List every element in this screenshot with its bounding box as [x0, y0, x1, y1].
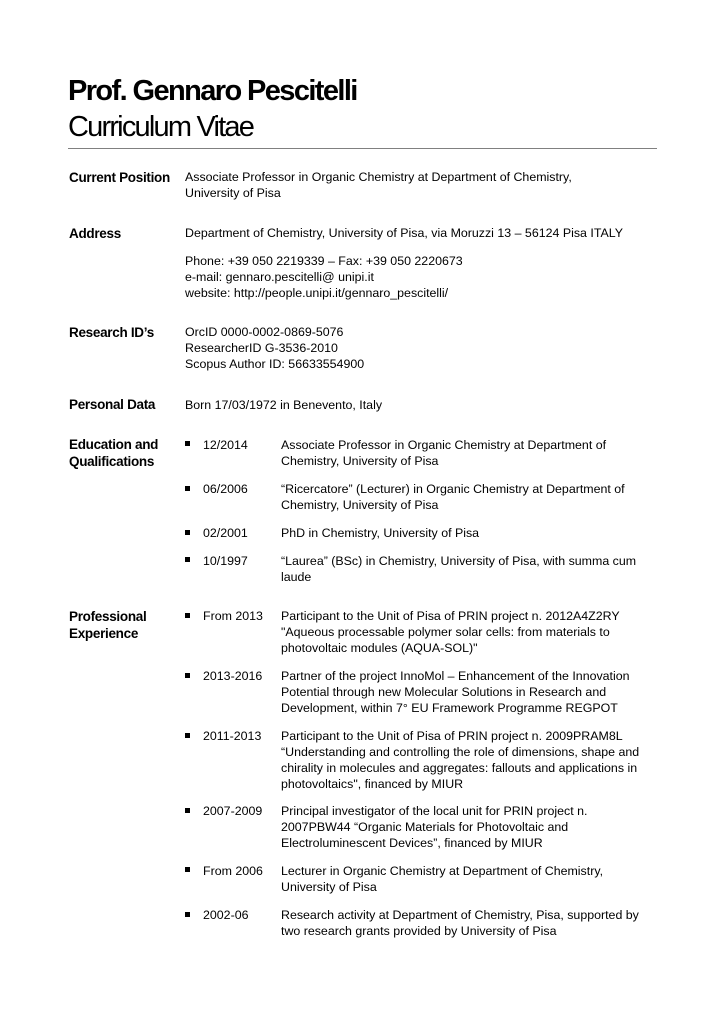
scopus-line: Scopus Author ID: 56633554900 — [185, 357, 365, 371]
experience-description-line: photovoltaics", financed by MIUR — [281, 777, 464, 791]
experience-description — [281, 863, 641, 895]
phone-fax-line: Phone: +39 050 2219339 – Fax: +39 050 2220673 — [185, 254, 463, 268]
experience-date: 2011-2013 — [203, 729, 262, 743]
research-ids-label: Research ID’s — [69, 325, 154, 340]
education-description-line: Chemistry, University of Pisa — [281, 498, 439, 512]
current-position-label: Current Position — [69, 170, 170, 185]
experience-description-line: Participant to the Unit of Pisa of PRIN project n. 2012A4Z2RY — [281, 609, 620, 623]
experience-description-line: Research activity at Department of Chemistry, Pisa, supported by — [281, 908, 639, 922]
education-description-line: “Ricercatore” (Lecturer) in Organic Chemistry at Department of — [281, 482, 625, 496]
education-bullet — [185, 557, 190, 562]
personal-data-label: Personal Data — [69, 397, 156, 412]
experience-description-line: two research grants provided by University of Pisa — [281, 924, 557, 938]
experience-description-line: Lecturer in Organic Chemistry at Department of Chemistry, — [281, 864, 604, 878]
education-label-line-1: Education and — [69, 437, 159, 452]
experience-bullet — [185, 613, 190, 618]
education-description — [281, 553, 641, 585]
education-date: 02/2001 — [203, 526, 248, 540]
website-line: website: http://people.unipi.it/gennaro_pescitelli/ — [185, 286, 449, 300]
experience-description-line: Partner of the project InnoMol – Enhancement of the Innovation — [281, 669, 630, 683]
experience-bullet — [185, 867, 190, 872]
experience-bullet — [185, 808, 190, 813]
experience-date: 2007-2009 — [203, 804, 263, 818]
education-bullet — [185, 441, 190, 446]
experience-date: 2013-2016 — [203, 669, 263, 683]
experience-description-line: Principal investigator of the local unit for PRIN project n. — [281, 804, 588, 818]
experience-description-line: Potential through new Molecular Solutions in Research and — [281, 685, 607, 699]
experience-description-line: "Aqueous processable polymer solar cells: from materials to — [281, 625, 610, 639]
current-position-line-2: University of Pisa — [185, 186, 281, 200]
education-bullet — [185, 530, 190, 535]
education-label-line-2: Qualifications — [69, 454, 155, 469]
experience-date: 2002-06 — [203, 908, 249, 922]
experience-bullet — [185, 673, 190, 678]
experience-label — [69, 608, 146, 642]
experience-description-line: Development, within 7° EU Framework Programme REGPOT — [281, 701, 618, 715]
education-date: 12/2014 — [203, 438, 248, 452]
page-title: Prof. Gennaro Pescitelli — [68, 75, 357, 107]
experience-description-line: photovoltaic modules (AQUA-SOL)" — [281, 641, 478, 655]
education-description-line: “Laurea” (BSc) in Chemistry, University of Pisa, with summa cum — [281, 554, 637, 568]
experience-description — [281, 668, 641, 716]
experience-date: From 2006 — [203, 864, 263, 878]
experience-description-line: chirality in molecules and aggregates: fallouts and applications in — [281, 761, 638, 775]
experience-bullet — [185, 912, 190, 917]
current-position-line-1: Associate Professor in Organic Chemistry at Department of Chemistry, — [185, 170, 572, 184]
researcherid-line: ResearcherID G-3536-2010 — [185, 341, 338, 355]
education-date: 10/1997 — [203, 554, 248, 568]
orcid-line: OrcID 0000-0002-0869-5076 — [185, 325, 344, 339]
personal-data-text: Born 17/03/1972 in Benevento, Italy — [185, 398, 383, 412]
address-line: Department of Chemistry, University of Pisa, via Moruzzi 13 – 56124 Pisa ITALY — [185, 226, 623, 240]
experience-description-line: “Understanding and controlling the role of dimensions, shape and — [281, 745, 640, 759]
experience-description — [281, 728, 641, 792]
education-description-line: laude — [281, 570, 312, 584]
experience-description — [281, 803, 641, 851]
experience-description-line: Participant to the Unit of Pisa of PRIN project n. 2009PRAM8L — [281, 729, 623, 743]
education-description-line: PhD in Chemistry, University of Pisa — [281, 526, 480, 540]
education-description-line: Chemistry, University of Pisa — [281, 454, 439, 468]
address-label: Address — [69, 226, 121, 241]
experience-label-line-2: Experience — [69, 626, 139, 641]
experience-description — [281, 907, 641, 939]
experience-description-line: University of Pisa — [281, 880, 377, 894]
education-label — [69, 436, 158, 470]
education-description — [281, 481, 641, 513]
experience-label-line-1: Professional — [69, 609, 147, 624]
experience-description-line: 2007PBW44 “Organic Materials for Photovoltaic and — [281, 820, 569, 834]
experience-description-line: Electroluminescent Devices”, financed by MIUR — [281, 836, 543, 850]
education-description — [281, 525, 641, 541]
experience-bullet — [185, 733, 190, 738]
education-date: 06/2006 — [203, 482, 248, 496]
header-divider — [68, 148, 657, 149]
page-subtitle: Curriculum Vitae — [68, 111, 254, 143]
education-description — [281, 437, 641, 469]
experience-date: From 2013 — [203, 609, 263, 623]
experience-description — [281, 608, 641, 656]
education-bullet — [185, 486, 190, 491]
email-line: e-mail: gennaro.pescitelli@ unipi.it — [185, 270, 374, 284]
education-description-line: Associate Professor in Organic Chemistry at Department of — [281, 438, 607, 452]
